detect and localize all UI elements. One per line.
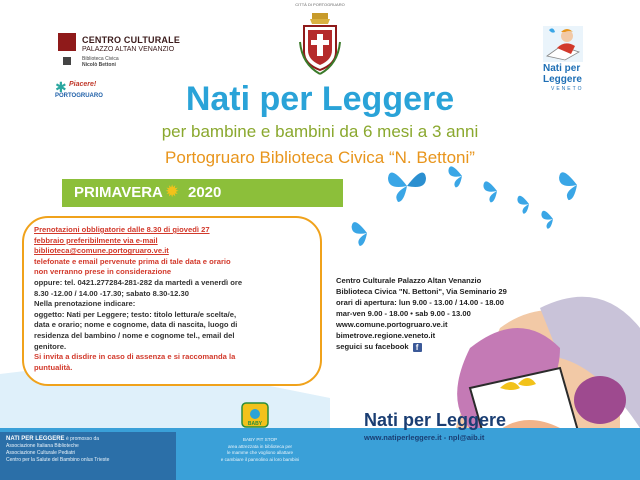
footer-promoter-1: Associazione Italiana Biblioteche [6, 443, 79, 449]
centro-culturale-subtitle: PALAZZO ALTAN VENANZIO [82, 46, 175, 53]
booking-email-link[interactable]: biblioteca@comune.portogruaro.ve.it [34, 246, 169, 256]
flower-icon: ✹ [165, 182, 180, 201]
butterfly-icon [482, 178, 512, 204]
booking-line-13: Si invita a disdire in caso di assenza e si raccomanda la [34, 352, 236, 362]
footer-url-link[interactable]: www.natiperleggere.it - npl@aib.it [364, 433, 485, 442]
centro-culturale-title: CENTRO CULTURALE [82, 35, 181, 45]
bimetrove-link[interactable]: bimetrove.regione.veneto.it [336, 331, 436, 340]
booking-line-7: 8.30 -12.00 / 14.00 -17.30; sabato 8.30-12.30 [34, 288, 189, 298]
biblioteca-line2: Nicolò Bettoni [82, 62, 116, 68]
booking-line-5: non verranno prese in considerazione [34, 267, 172, 277]
piacere-place: PORTOGRUARO [55, 93, 103, 99]
facebook-icon[interactable]: f [413, 343, 422, 352]
piacere-name: Piacere! [69, 81, 97, 88]
footer-brand: Nati per Leggere [364, 410, 507, 430]
booking-line-8: Nella prenotazione indicare: [34, 299, 136, 309]
piacere-star-icon: ✱ [55, 79, 67, 95]
booking-info-text [34, 225, 318, 373]
facebook-follow[interactable] [336, 341, 566, 352]
page-title: Nati per Leggere [185, 80, 455, 118]
baby-pit-stop-line-2: area attrezzata in biblioteca per [227, 443, 293, 449]
booking-line-6: oppure: tel. 0421.277284-281-282 da martedì a venerdì ore [34, 277, 243, 287]
library-address: Biblioteca Civica "N. Bettoni", Via Seminario 29 [336, 287, 507, 296]
footer-promoters-title [6, 436, 172, 443]
venue-subtitle: Portogruaro Biblioteca Civica “N. Bettoni” [165, 148, 475, 167]
baby-pit-stop-line-3: le mamme che vogliono allattare [226, 450, 294, 455]
butterfly-icon [350, 218, 384, 248]
booking-line-9 [34, 310, 318, 321]
booking-line-10: data e orario; nome e cognome, data di nascita, luogo di [34, 320, 238, 330]
biblioteca-mark-icon [63, 57, 71, 65]
footer-promoter-2: Associazione Culturale Pediatri [6, 450, 76, 456]
city-caption: CITTÀ DI PORTOGRUARO [295, 2, 345, 7]
season-label: PRIMAVERA [74, 184, 163, 201]
centro-culturale-mark-icon [58, 33, 76, 51]
season-year: 2020 [188, 184, 222, 201]
npl-logo-line3: VENETO [551, 86, 584, 92]
booking-line-14: puntualità. [34, 362, 73, 372]
booking-line-9-strong: oggetto: [34, 309, 65, 319]
baby-pit-stop-icon-text: BABY [247, 421, 263, 427]
library-contact-info [336, 275, 566, 352]
centro-culturale-logo [58, 33, 208, 73]
butterfly-icon [516, 193, 542, 215]
baby-pit-stop-info [190, 437, 330, 463]
baby-pit-stop-logo [241, 402, 269, 428]
baby-pit-stop-line-4: e cambiare il pannolino ai loro bambini [220, 456, 300, 462]
npl-logo-line1: Nati per [543, 63, 581, 74]
opening-hours-1: orari di apertura: lun 9.00 - 13.00 / 14.00 - 18.00 [336, 298, 504, 307]
age-subtitle: per bambine e bambini da 6 mesi a 3 anni [161, 122, 479, 141]
butterfly-icon [540, 208, 566, 230]
facebook-follow-label: seguici su facebook [336, 342, 409, 351]
season-banner [62, 179, 343, 207]
baby-pit-stop-icon [241, 402, 269, 428]
opening-hours-2: mar-ven 9.00 - 18.00 • sab 9.00 - 13.00 [336, 309, 471, 318]
reading-child-icon [543, 26, 583, 62]
library-name: Centro Culturale Palazzo Altan Venanzio [336, 276, 482, 285]
booking-line-12: genitore. [34, 341, 67, 351]
butterfly-icon [447, 163, 477, 189]
biblioteca-label [82, 56, 119, 68]
booking-line-11: residenza del bambino / nome e cognome tel., email del [34, 330, 235, 340]
booking-line-4: telefonate e email pervenute prima di tale data e orario [34, 256, 231, 266]
biblioteca-line1: Biblioteca Civica [82, 56, 119, 62]
comune-website-link[interactable]: www.comune.portogruaro.ve.it [336, 320, 448, 329]
booking-line-9-rest: Nati per Leggere; testo: titolo lettura/e scelta/e, [64, 309, 237, 319]
footer-promoters [6, 436, 172, 464]
booking-line-2: febbraio preferibilmente via e-mail [34, 235, 158, 245]
butterfly-icon [557, 168, 597, 202]
footer-npl-strong: NATI PER LEGGERE [6, 436, 65, 442]
baby-pit-stop-title: BABY PIT STOP [242, 437, 278, 442]
butterfly-icon [386, 168, 428, 204]
footer-promoter-3: Centro per la Salute del Bambino onlus Trieste [6, 457, 110, 463]
footer-promoted-by: è promosso da [64, 436, 100, 442]
city-crest-icon [298, 12, 342, 78]
npl-logo-line2: Leggere [543, 74, 582, 85]
booking-line-1: Prenotazioni obbligatorie dalle 8.30 di giovedì 27 [34, 225, 210, 234]
